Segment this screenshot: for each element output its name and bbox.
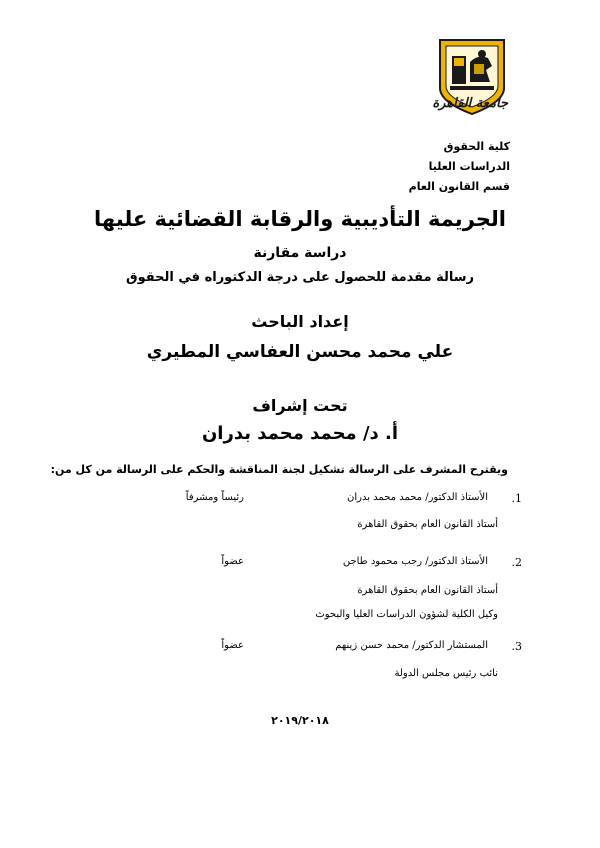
faculty-name: كلية الحقوق bbox=[443, 140, 510, 153]
member-position: أستاذ القانون العام بحقوق القاهرة bbox=[357, 585, 498, 596]
member-position: وكيل الكلية لشؤون الدراسات العليا والبحوث bbox=[315, 609, 498, 620]
section-name: قسم القانون العام bbox=[408, 180, 510, 193]
member-number: 2. bbox=[511, 556, 522, 569]
member-position: أستاذ القانون العام بحقوق القاهرة bbox=[357, 519, 498, 530]
prepared-by-label: إعداد الباحث bbox=[251, 312, 349, 331]
author-name: علي محمد محسن العفاسي المطيري bbox=[146, 342, 454, 362]
thesis-subtitle: دراسة مقارنة bbox=[253, 245, 347, 261]
member-name: المستشار الدكتور/ محمد حسن زينهم bbox=[335, 640, 488, 651]
member-name: الأستاذ الدكتور/ محمد محمد بدران bbox=[347, 492, 488, 503]
member-number: 3. bbox=[511, 640, 522, 653]
academic-year: ٢٠١٩/٢٠١٨ bbox=[271, 714, 329, 727]
member-number: 1. bbox=[511, 492, 522, 505]
member-role: رئيساً ومشرفاً bbox=[185, 492, 244, 503]
supervision-label: تحت إشراف bbox=[252, 396, 348, 415]
member-position: نائب رئيس مجلس الدولة bbox=[394, 668, 498, 679]
department-name: الدراسات العليا bbox=[428, 160, 510, 173]
logo-caption: جامعة القاهرة bbox=[432, 96, 508, 111]
member-role: عضواً bbox=[221, 556, 244, 567]
committee-intro: ويقترح المشرف على الرسالة تشكيل لجنة المناقشة والحكم على الرسالة من كل من: bbox=[50, 463, 508, 476]
member-name: الأستاذ الدكتور/ رجب محمود طاجن bbox=[342, 556, 488, 567]
thesis-title: الجريمة التأديبية والرقابة القضائية عليها bbox=[94, 207, 506, 231]
member-role: عضواً bbox=[221, 640, 244, 651]
thesis-purpose: رسالة مقدمة للحصول على درجة الدكتوراه في الحقوق bbox=[126, 270, 474, 285]
supervisor-name: أ. د/ محمد محمد بدران bbox=[201, 423, 399, 444]
